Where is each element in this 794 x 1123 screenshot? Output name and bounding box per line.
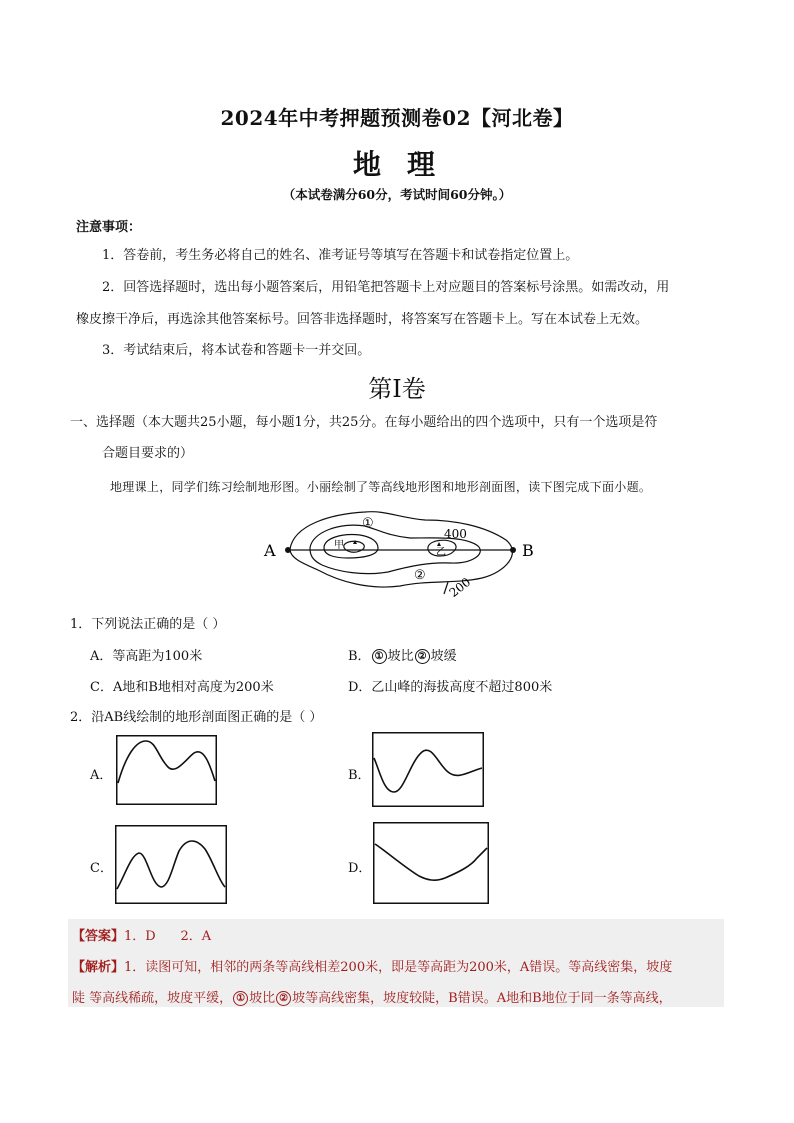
q2-option-a-label[interactable]: A． [90,768,113,783]
question-intro: 地理课上，同学们练习绘制地形图。小丽绘制了等高线地形图和地形剖面图，读下图完成下面小题。 [110,480,652,494]
map-label-1: ① [362,516,374,531]
map-label-b: B [522,541,534,560]
peak-yi-marker [437,542,441,546]
notice-item-1: 1．答卷前，考生务必将自己的姓名、准考证号等填写在答题卡和试卷指定位置上。 [102,248,579,263]
peak-jia-marker [353,540,357,544]
q2-option-a-profile[interactable] [116,735,217,805]
map-label-yi: 乙 [436,547,446,558]
q2-option-b-label[interactable]: B． [348,768,371,783]
q1-option-d[interactable]: D．乙山峰的海拔高度不超过800米 [348,680,553,695]
section-instructions-cont: 合题目要求的） [102,446,194,461]
map-label-200: 200 [446,574,474,600]
q2-option-c-profile[interactable] [115,825,227,904]
notice-heading: 注意事项： [76,220,142,235]
exam-title: 2024年中考押题预测卷02【河北卷】 [220,106,574,130]
circled-1: ① [233,991,248,1006]
map-label-2: ② [414,568,426,583]
contour-line-600-jia [324,535,378,558]
notice-item-2: 2．回答选择题时，选出每小题答案后，用铅笔把答题卡上对应题目的答案标号涂黑。如需改动，用 [102,280,670,295]
circled-2: ② [415,649,430,664]
q1-option-c[interactable]: C．A地和B地相对高度为200米 [90,680,274,695]
contour-line-200 [290,512,512,587]
point-a-marker [285,547,291,553]
contour-map [260,500,540,600]
notice-item-3: 3．考试结束后，将本试卷和答题卡一并交回。 [102,343,371,358]
q2-option-c-label[interactable]: C． [90,861,113,876]
point-b-marker [510,547,516,553]
q2-stem: 2．沿AB线绘制的地形剖面图正确的是（ ） [70,710,323,725]
map-label-400: 400 [444,527,467,541]
section-instructions: 一、选择题（本大题共25小题，每小题1分，共25分。在每小题给出的四个选项中，只有一个选项是符 [70,415,658,430]
q1-stem: 1．下列说法正确的是（ ） [70,617,226,632]
circled-1: ① [372,649,387,664]
q2-option-b-profile[interactable] [372,732,484,807]
analysis-label: 【解析】 [72,960,125,975]
volume-title: 第Ⅰ卷 [368,375,426,403]
analysis-line-1: 【解析】1．读图可知，相邻的两条等高线相差200米，即是等高距为200米，A错误。等高线密集，坡度 [72,960,673,975]
score-note: （本试卷满分60分，考试时间60分钟。） [282,187,512,202]
q1-option-b[interactable]: B． ① 坡比 ② 坡缓 [348,649,457,664]
map-label-jia: 甲 [334,540,344,551]
circled-2: ② [276,991,291,1006]
notice-item-2-cont: 橡皮擦干净后，再选涂其他答案标号。回答非选择题时，将答案写在答题卡上。写在本试卷上无效。 [76,312,649,327]
q1-option-a[interactable]: A．等高距为100米 [90,649,203,664]
q2-option-d-profile[interactable] [373,822,489,904]
analysis-line-2: 陡 等高线稀疏，坡度平缓， ① 坡比 ② 坡等高线密集，坡度较陡，B错误。A地和B地位于同一条等高线， [72,991,672,1006]
answer-label: 【答案】 [72,929,125,944]
map-label-a: A [264,541,276,560]
q2-option-d-label[interactable]: D． [348,861,372,876]
answer-line [72,925,211,944]
answer-text: 1．D 2．A [124,929,212,944]
subject-title: 地理 [352,148,461,181]
